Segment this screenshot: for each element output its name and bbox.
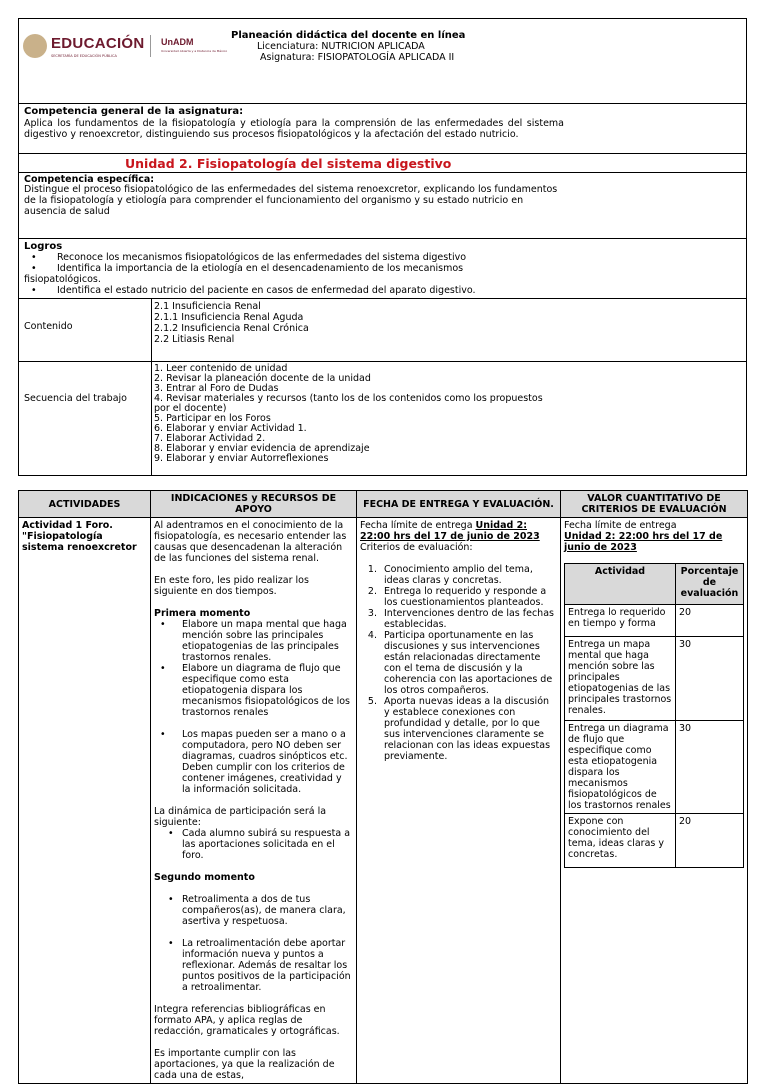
contenido-divider <box>151 299 152 361</box>
contenido-label: Contenido <box>24 321 73 332</box>
doc-title: Planeación didáctica del docente en línea <box>231 30 466 41</box>
fecha-cell <box>357 518 561 1084</box>
criterio-item: 3. Intervenciones dentro de las fechas establecidas. <box>380 608 557 630</box>
actividad-title: Actividad 1 Foro. <box>22 520 113 531</box>
segundo-item: • Retroalimenta a dos de tus compañeros(as), de manera clara, asertiva y respetuosa. <box>168 894 346 927</box>
header-valor: VALOR CUANTITATIVO DE CRITERIOS DE EVALUACIÓN <box>561 491 748 518</box>
fecha-limite: Fecha límite de entrega Unidad 2: 22:00 hrs del 17 de junio de 2023 <box>360 520 540 542</box>
contenido-box <box>18 298 747 362</box>
actividad-cell <box>19 518 151 1084</box>
importante-text: Es importante cumplir con las aportaciones, ya que la realización de cada una de estas, <box>154 1048 335 1081</box>
secuencia-box <box>18 361 747 476</box>
criterios-title: Criterios de evaluación: <box>360 542 473 553</box>
secuencia-item: 7. Elaborar Actividad 2. <box>154 433 266 444</box>
criterio-item: 2. Entrega lo requerido y responde a los cuestionamientos planteados. <box>380 586 557 608</box>
valor-row-actividad: Entrega lo requerido en tiempo y forma <box>565 605 676 637</box>
unadm-logo-text: UnADM <box>161 37 194 47</box>
valor-row-porcentaje: 30 <box>675 637 743 721</box>
logros-box <box>18 238 747 299</box>
primer-item: • Elabore un diagrama de flujo que especifique como esta etiopatogenia dispara los mecanismos fisiopatológicos de los trastornos renales <box>160 663 350 718</box>
indicaciones-intro: Al adentramos en el conocimiento de la fisiopatología, es necesario entender las causas que desencadenan la alteración de las funciones del sistema renal. <box>154 520 347 564</box>
contenido-item: 2.2 Litiasis Renal <box>154 334 235 345</box>
secuencia-item: 4. Revisar materiales y recursos (tanto los de los contenidos como los propuestos por el docente) <box>154 393 543 414</box>
dinamica-text: La dinámica de participación será la siguiente: <box>154 806 327 828</box>
secuencia-item: 1. Leer contenido de unidad <box>154 363 288 374</box>
primer-note: • Los mapas pueden ser a mano o a computadora, pero NO deben ser diagramas, cuadros sinópticos etc. Deben cumplir con los criterios de contener imágenes, creatividad y la información solicitada. <box>160 729 348 795</box>
criterio-item: 4. Participa oportunamente en las discusiones y sus intervenciones están relacionadas directamente con el tema de discusión y la coherencia con las aportaciones de los otros compañeros. <box>380 630 557 696</box>
valor-row-actividad: Expone con conocimiento del tema, ideas claras y concretas. <box>565 814 676 868</box>
unidad-title: Unidad 2. Fisiopatología del sistema digestivo <box>125 156 452 171</box>
valor-fecha-prefix: Fecha límite de entrega <box>564 520 677 531</box>
competencia-general-text: Aplica los fundamentos de la fisiopatología y etiología para la comprensión de las enfermedades del sistema digestivo y renoexcretor, distinguiendo sus procesos fisiopatológicos y la afectación del estado nutricio. <box>24 118 564 140</box>
logros-list <box>24 252 524 296</box>
header-box <box>18 18 747 104</box>
segundo-item: • La retroalimentación debe aportar información nueva y puntos a reflexionar. Además de resaltar los puntos positivos de la participación a retroalimentar. <box>168 938 351 993</box>
contenido-item: 2.1.1 Insuficiencia Renal Aguda <box>154 312 304 323</box>
valor-row-actividad: Entrega un diagrama de flujo que especifique como esta etiopatogenia dispara los mecanismos fisiopatológicos de los trastornos renales <box>565 721 676 814</box>
segundo-momento-title: Segundo momento <box>154 872 255 883</box>
logro-item: • Identifica la importancia de la etiología en el desencadenamiento de los mecanismos fisiopatológicos. <box>24 263 464 285</box>
licenciatura: Licenciatura: NUTRICION APLICADA <box>257 41 425 52</box>
valor-table <box>564 563 744 868</box>
header-actividades: ACTIVIDADES <box>19 491 151 518</box>
competencia-especifica-box <box>18 172 747 239</box>
logo-divider <box>150 35 151 57</box>
secuencia-divider <box>151 362 152 475</box>
asignatura: Asignatura: FISIOPATOLOGÍA APLICADA II <box>260 52 455 63</box>
competencia-especifica-title: Competencia específica: <box>24 174 155 185</box>
valor-row-porcentaje: 20 <box>675 814 743 868</box>
competencia-general-title: Competencia general de la asignatura: <box>24 106 244 117</box>
valor-cell <box>561 518 748 1084</box>
secuencia-item: 2. Revisar la planeación docente de la unidad <box>154 373 371 384</box>
valor-row-actividad: Entrega un mapa mental que haga mención sobre las principales etiopatogenias de las principales trastornos renales. <box>565 637 676 721</box>
header-indicaciones: INDICACIONES y RECURSOS DE APOYO <box>151 491 357 518</box>
competencia-especifica-text: Distingue el proceso fisiopatológico de las enfermedades del sistema renoexcretor, explicando los fundamentos de la fisiopatología y etiología para comprender el funcionamiento del organismo y su estado nutricio en ausencia de salud <box>24 184 558 217</box>
unidad-box <box>18 153 747 173</box>
secuencia-item: 3. Entrar al Foro de Dudas <box>154 383 279 394</box>
criterio-item: 5. Aporta nuevas ideas a la discusión y establece conexiones con profundidad y detalle, por lo que sus intervenciones claramente se relacionan con las ideas expuestas previamente. <box>380 696 557 762</box>
apa-text: Integra referencias bibliográficas en formato APA, y aplica reglas de redacción, gramaticales y ortográficas. <box>154 1004 340 1037</box>
secuencia-item: 6. Elaborar y enviar Actividad 1. <box>154 423 307 434</box>
indicaciones-cell <box>151 518 357 1084</box>
actividad-name: "Fisiopatología sistema renoexcretor <box>22 531 137 553</box>
criterios-list <box>360 564 557 762</box>
header-fecha: FECHA DE ENTREGA Y EVALUACIÓN. <box>357 491 561 518</box>
valor-col-actividad: Actividad <box>565 564 676 605</box>
valor-row-porcentaje: 20 <box>675 605 743 637</box>
valor-row-porcentaje: 30 <box>675 721 743 814</box>
competencia-general-box <box>18 103 747 154</box>
logro-item: • Identifica el estado nutricio del paciente en casos de enfermedad del aparato digestivo. <box>31 285 476 296</box>
secuencia-item: 8. Elaborar y enviar evidencia de aprendizaje <box>154 443 370 454</box>
secuencia-item: 9. Elaborar y enviar Autorreflexiones <box>154 453 329 464</box>
primer-momento-title: Primera momento <box>154 608 251 619</box>
criterio-item: 1. Conocimiento amplio del tema, ideas claras y concretas. <box>380 564 557 586</box>
unadm-logo-sub: Universidad Abierta y a Distancia de México <box>161 49 228 53</box>
sep-logo <box>23 34 47 58</box>
educacion-logo-text: EDUCACIÓN <box>51 35 145 52</box>
activities-table <box>18 490 748 1084</box>
logros-title: Logros <box>24 241 63 252</box>
contenido-item: 2.1.2 Insuficiencia Renal Crónica <box>154 323 309 334</box>
logro-item: • Reconoce los mecanismos fisiopatológicos de las enfermedades del sistema digestivo <box>31 252 467 263</box>
valor-col-porcentaje: Porcentaje de evaluación <box>675 564 743 605</box>
contenido-list <box>154 301 309 345</box>
secuencia-label: Secuencia del trabajo <box>24 393 127 404</box>
primer-item: • Elabore un mapa mental que haga mención sobre las principales etiopatogenias de las principales trastornos renales. <box>160 619 347 663</box>
dinamica-item: • Cada alumno subirá su respuesta a las aportaciones solicitada en el foro. <box>168 828 351 861</box>
educacion-logo-sub: SECRETARÍA DE EDUCACIÓN PÚBLICA <box>51 54 117 58</box>
contenido-item: 2.1 Insuficiencia Renal <box>154 301 261 312</box>
valor-fecha-date: Unidad 2: 22:00 hrs del 17 de junio de 2023 <box>564 531 723 553</box>
indicaciones-intro2: En este foro, les pido realizar los siguiente en dos tiempos. <box>154 575 309 597</box>
fecha-date: Unidad 2: 22:00 hrs del 17 de junio de 2023 <box>360 520 540 542</box>
secuencia-item: 5. Participar en los Foros <box>154 413 271 424</box>
secuencia-list <box>154 364 554 464</box>
